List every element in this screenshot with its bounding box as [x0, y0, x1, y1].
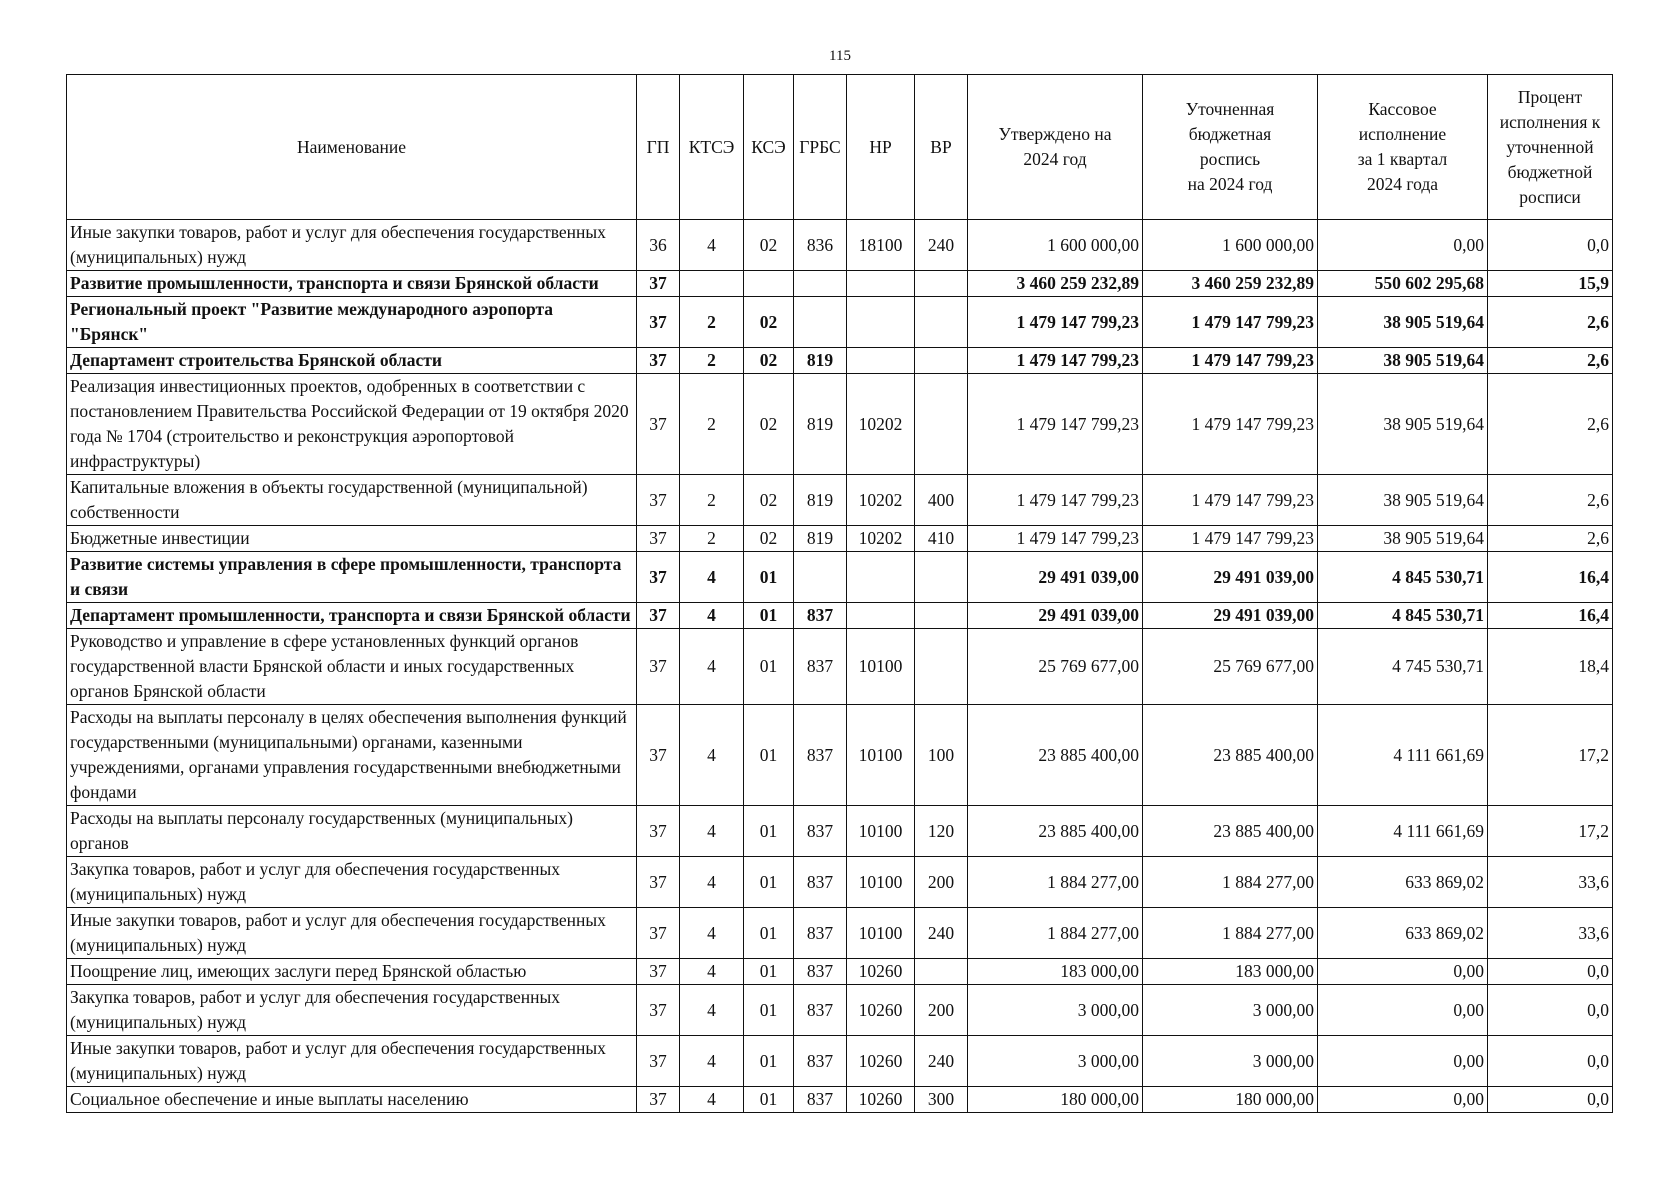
cell-gp: 37	[637, 374, 680, 475]
header-percent: Процент исполнения к уточненной бюджетной росписи	[1488, 75, 1613, 220]
cell-cash: 0,00	[1318, 1087, 1488, 1113]
cell-name: Иные закупки товаров, работ и услуг для обеспечения государственных (муниципальных) нужд	[67, 1036, 637, 1087]
cell-percent: 18,4	[1488, 629, 1613, 705]
cell-ktse: 2	[680, 297, 744, 348]
cell-nr: 10100	[847, 908, 915, 959]
cell-gp: 37	[637, 629, 680, 705]
cell-grbs: 837	[794, 908, 847, 959]
table-row	[67, 271, 1613, 297]
table-row	[67, 629, 1613, 705]
cell-nr	[847, 603, 915, 629]
cell-grbs: 837	[794, 705, 847, 806]
cell-refined: 23 885 400,00	[1143, 705, 1318, 806]
cell-ktse: 4	[680, 806, 744, 857]
cell-grbs: 837	[794, 857, 847, 908]
cell-kse: 01	[744, 857, 794, 908]
cell-grbs: 819	[794, 475, 847, 526]
table-row	[67, 526, 1613, 552]
table-row	[67, 1087, 1613, 1113]
cell-refined: 3 000,00	[1143, 985, 1318, 1036]
cell-vr	[915, 348, 968, 374]
cell-name: Расходы на выплаты персоналу государственных (муниципальных) органов	[67, 806, 637, 857]
cell-refined: 1 600 000,00	[1143, 220, 1318, 271]
table-row	[67, 297, 1613, 348]
cell-name: Бюджетные инвестиции	[67, 526, 637, 552]
cell-kse: 02	[744, 220, 794, 271]
cell-cash: 0,00	[1318, 959, 1488, 985]
cell-kse: 01	[744, 1087, 794, 1113]
cell-percent: 2,6	[1488, 475, 1613, 526]
cell-grbs: 837	[794, 806, 847, 857]
cell-kse: 02	[744, 475, 794, 526]
cell-vr	[915, 629, 968, 705]
cell-name: Поощрение лиц, имеющих заслуги перед Брянской областью	[67, 959, 637, 985]
cell-cash: 38 905 519,64	[1318, 374, 1488, 475]
cell-ktse: 4	[680, 603, 744, 629]
cell-refined: 1 479 147 799,23	[1143, 475, 1318, 526]
cell-refined: 1 479 147 799,23	[1143, 297, 1318, 348]
cell-name: Департамент строительства Брянской области	[67, 348, 637, 374]
cell-ktse: 4	[680, 629, 744, 705]
cell-cash: 4 111 661,69	[1318, 705, 1488, 806]
cell-name: Департамент промышленности, транспорта и связи Брянской области	[67, 603, 637, 629]
header-ktse: КТСЭ	[680, 75, 744, 220]
cell-approved: 1 479 147 799,23	[968, 475, 1143, 526]
cell-kse: 01	[744, 959, 794, 985]
cell-nr: 10100	[847, 705, 915, 806]
cell-vr: 410	[915, 526, 968, 552]
cell-nr	[847, 297, 915, 348]
cell-approved: 183 000,00	[968, 959, 1143, 985]
cell-nr: 10260	[847, 959, 915, 985]
cell-nr: 10100	[847, 857, 915, 908]
cell-approved: 1 884 277,00	[968, 908, 1143, 959]
cell-approved: 1 479 147 799,23	[968, 297, 1143, 348]
cell-refined: 1 884 277,00	[1143, 908, 1318, 959]
cell-grbs: 819	[794, 374, 847, 475]
cell-kse: 01	[744, 629, 794, 705]
header-grbs: ГРБС	[794, 75, 847, 220]
cell-nr	[847, 348, 915, 374]
table-row	[67, 552, 1613, 603]
cell-percent: 2,6	[1488, 374, 1613, 475]
cell-refined: 183 000,00	[1143, 959, 1318, 985]
cell-percent: 16,4	[1488, 603, 1613, 629]
table-row	[67, 475, 1613, 526]
cell-refined: 1 884 277,00	[1143, 857, 1318, 908]
cell-ktse: 2	[680, 475, 744, 526]
cell-approved: 1 600 000,00	[968, 220, 1143, 271]
cell-kse: 01	[744, 603, 794, 629]
cell-cash: 38 905 519,64	[1318, 475, 1488, 526]
cell-grbs: 837	[794, 1036, 847, 1087]
cell-grbs	[794, 552, 847, 603]
table-row	[67, 908, 1613, 959]
header-approved: Утверждено на 2024 год	[968, 75, 1143, 220]
cell-grbs: 837	[794, 985, 847, 1036]
cell-gp: 37	[637, 908, 680, 959]
cell-grbs: 837	[794, 603, 847, 629]
cell-nr: 10202	[847, 475, 915, 526]
cell-nr: 10100	[847, 806, 915, 857]
cell-gp: 37	[637, 552, 680, 603]
cell-kse: 02	[744, 348, 794, 374]
cell-kse: 02	[744, 526, 794, 552]
table-row	[67, 705, 1613, 806]
cell-approved: 23 885 400,00	[968, 806, 1143, 857]
cell-kse: 01	[744, 806, 794, 857]
cell-vr: 400	[915, 475, 968, 526]
cell-ktse: 4	[680, 985, 744, 1036]
cell-name: Региональный проект "Развитие международного аэропорта "Брянск"	[67, 297, 637, 348]
cell-gp: 37	[637, 603, 680, 629]
cell-ktse: 4	[680, 705, 744, 806]
cell-vr: 200	[915, 857, 968, 908]
cell-approved: 3 460 259 232,89	[968, 271, 1143, 297]
cell-refined: 1 479 147 799,23	[1143, 348, 1318, 374]
cell-kse: 01	[744, 552, 794, 603]
cell-gp: 37	[637, 271, 680, 297]
cell-kse: 01	[744, 908, 794, 959]
cell-name: Капитальные вложения в объекты государственной (муниципальной) собственности	[67, 475, 637, 526]
cell-ktse	[680, 271, 744, 297]
table-row	[67, 603, 1613, 629]
cell-name: Развитие системы управления в сфере промышленности, транспорта и связи	[67, 552, 637, 603]
cell-ktse: 4	[680, 552, 744, 603]
cell-percent: 0,0	[1488, 985, 1613, 1036]
cell-gp: 37	[637, 526, 680, 552]
cell-gp: 37	[637, 705, 680, 806]
cell-kse: 01	[744, 985, 794, 1036]
cell-ktse: 2	[680, 374, 744, 475]
table-row	[67, 985, 1613, 1036]
cell-nr: 10202	[847, 526, 915, 552]
cell-percent: 17,2	[1488, 806, 1613, 857]
cell-refined: 29 491 039,00	[1143, 552, 1318, 603]
cell-refined: 29 491 039,00	[1143, 603, 1318, 629]
cell-ktse: 4	[680, 1036, 744, 1087]
cell-approved: 1 479 147 799,23	[968, 348, 1143, 374]
cell-gp: 37	[637, 959, 680, 985]
cell-refined: 180 000,00	[1143, 1087, 1318, 1113]
cell-gp: 37	[637, 857, 680, 908]
cell-nr: 10100	[847, 629, 915, 705]
cell-grbs	[794, 297, 847, 348]
cell-nr: 10260	[847, 1036, 915, 1087]
cell-ktse: 4	[680, 959, 744, 985]
cell-cash: 0,00	[1318, 220, 1488, 271]
cell-cash: 38 905 519,64	[1318, 297, 1488, 348]
cell-kse	[744, 271, 794, 297]
header-kse: КСЭ	[744, 75, 794, 220]
cell-refined: 1 479 147 799,23	[1143, 374, 1318, 475]
table-row	[67, 374, 1613, 475]
cell-cash: 0,00	[1318, 985, 1488, 1036]
cell-vr: 100	[915, 705, 968, 806]
cell-vr	[915, 374, 968, 475]
cell-approved: 29 491 039,00	[968, 603, 1143, 629]
cell-grbs: 837	[794, 629, 847, 705]
cell-gp: 37	[637, 1087, 680, 1113]
cell-approved: 23 885 400,00	[968, 705, 1143, 806]
cell-percent: 2,6	[1488, 526, 1613, 552]
cell-approved: 180 000,00	[968, 1087, 1143, 1113]
cell-name: Закупка товаров, работ и услуг для обеспечения государственных (муниципальных) нужд	[67, 985, 637, 1036]
cell-nr	[847, 271, 915, 297]
cell-percent: 33,6	[1488, 857, 1613, 908]
cell-vr	[915, 959, 968, 985]
cell-percent: 0,0	[1488, 1087, 1613, 1113]
cell-cash: 4 111 661,69	[1318, 806, 1488, 857]
cell-vr: 120	[915, 806, 968, 857]
header-refined: Уточненная бюджетная роспись на 2024 год	[1143, 75, 1318, 220]
cell-percent: 0,0	[1488, 959, 1613, 985]
cell-percent: 2,6	[1488, 297, 1613, 348]
cell-vr	[915, 297, 968, 348]
budget-table	[66, 74, 1613, 1113]
cell-cash: 633 869,02	[1318, 857, 1488, 908]
cell-cash: 4 845 530,71	[1318, 552, 1488, 603]
table-row	[67, 220, 1613, 271]
cell-grbs: 819	[794, 348, 847, 374]
cell-cash: 38 905 519,64	[1318, 526, 1488, 552]
cell-kse: 01	[744, 1036, 794, 1087]
cell-grbs: 836	[794, 220, 847, 271]
cell-cash: 550 602 295,68	[1318, 271, 1488, 297]
table-row	[67, 348, 1613, 374]
cell-cash: 4 845 530,71	[1318, 603, 1488, 629]
cell-cash: 4 745 530,71	[1318, 629, 1488, 705]
cell-approved: 3 000,00	[968, 985, 1143, 1036]
table-body	[67, 220, 1613, 1113]
cell-name: Социальное обеспечение и иные выплаты населению	[67, 1087, 637, 1113]
cell-percent: 15,9	[1488, 271, 1613, 297]
cell-gp: 37	[637, 297, 680, 348]
page-number: 115	[829, 48, 851, 64]
cell-refined: 23 885 400,00	[1143, 806, 1318, 857]
cell-kse: 02	[744, 374, 794, 475]
cell-gp: 37	[637, 1036, 680, 1087]
header-vr: ВР	[915, 75, 968, 220]
cell-ktse: 4	[680, 908, 744, 959]
cell-cash: 633 869,02	[1318, 908, 1488, 959]
cell-grbs: 837	[794, 1087, 847, 1113]
cell-vr	[915, 552, 968, 603]
header-gp: ГП	[637, 75, 680, 220]
table-row	[67, 959, 1613, 985]
cell-gp: 37	[637, 985, 680, 1036]
cell-vr: 200	[915, 985, 968, 1036]
cell-approved: 1 479 147 799,23	[968, 374, 1143, 475]
cell-vr: 240	[915, 220, 968, 271]
header-cash: Кассовое исполнение за 1 квартал 2024 года	[1318, 75, 1488, 220]
cell-approved: 25 769 677,00	[968, 629, 1143, 705]
cell-refined: 25 769 677,00	[1143, 629, 1318, 705]
cell-name: Расходы на выплаты персоналу в целях обеспечения выполнения функций государственными (муниципальными) органами, казенными учреждениями, органами управления государственными внебюджетными фондами	[67, 705, 637, 806]
cell-grbs: 819	[794, 526, 847, 552]
cell-cash: 38 905 519,64	[1318, 348, 1488, 374]
header-name: Наименование	[67, 75, 637, 220]
cell-approved: 3 000,00	[968, 1036, 1143, 1087]
cell-gp: 37	[637, 348, 680, 374]
cell-percent: 0,0	[1488, 1036, 1613, 1087]
cell-cash: 0,00	[1318, 1036, 1488, 1087]
cell-percent: 0,0	[1488, 220, 1613, 271]
cell-nr	[847, 552, 915, 603]
cell-grbs	[794, 271, 847, 297]
cell-ktse: 4	[680, 220, 744, 271]
cell-nr: 10260	[847, 985, 915, 1036]
cell-ktse: 2	[680, 348, 744, 374]
cell-percent: 17,2	[1488, 705, 1613, 806]
table-header-row	[67, 75, 1613, 220]
cell-vr	[915, 603, 968, 629]
cell-percent: 2,6	[1488, 348, 1613, 374]
cell-refined: 3 000,00	[1143, 1036, 1318, 1087]
table-row	[67, 806, 1613, 857]
cell-approved: 1 479 147 799,23	[968, 526, 1143, 552]
cell-percent: 16,4	[1488, 552, 1613, 603]
cell-approved: 29 491 039,00	[968, 552, 1143, 603]
cell-vr: 300	[915, 1087, 968, 1113]
cell-name: Руководство и управление в сфере установленных функций органов государственной власти Брянской области и иных государственных органов Брянской области	[67, 629, 637, 705]
cell-gp: 36	[637, 220, 680, 271]
cell-gp: 37	[637, 475, 680, 526]
cell-ktse: 4	[680, 857, 744, 908]
cell-gp: 37	[637, 806, 680, 857]
cell-grbs: 837	[794, 959, 847, 985]
cell-nr: 10202	[847, 374, 915, 475]
cell-name: Иные закупки товаров, работ и услуг для обеспечения государственных (муниципальных) нужд	[67, 220, 637, 271]
cell-vr: 240	[915, 1036, 968, 1087]
cell-vr	[915, 271, 968, 297]
table-row	[67, 857, 1613, 908]
header-nr: НР	[847, 75, 915, 220]
cell-approved: 1 884 277,00	[968, 857, 1143, 908]
cell-name: Развитие промышленности, транспорта и связи Брянской области	[67, 271, 637, 297]
cell-vr: 240	[915, 908, 968, 959]
cell-name: Закупка товаров, работ и услуг для обеспечения государственных (муниципальных) нужд	[67, 857, 637, 908]
table-row	[67, 1036, 1613, 1087]
cell-nr: 10260	[847, 1087, 915, 1113]
cell-refined: 3 460 259 232,89	[1143, 271, 1318, 297]
cell-kse: 01	[744, 705, 794, 806]
cell-nr: 18100	[847, 220, 915, 271]
cell-name: Реализация инвестиционных проектов, одобренных в соответствии с постановлением Правительства Российской Федерации от 19 октября 2020 года № 1704 (строительство и реконструкция аэропортовой инфраструктуры)	[67, 374, 637, 475]
cell-refined: 1 479 147 799,23	[1143, 526, 1318, 552]
cell-ktse: 4	[680, 1087, 744, 1113]
cell-name: Иные закупки товаров, работ и услуг для обеспечения государственных (муниципальных) нужд	[67, 908, 637, 959]
cell-ktse: 2	[680, 526, 744, 552]
cell-kse: 02	[744, 297, 794, 348]
cell-percent: 33,6	[1488, 908, 1613, 959]
